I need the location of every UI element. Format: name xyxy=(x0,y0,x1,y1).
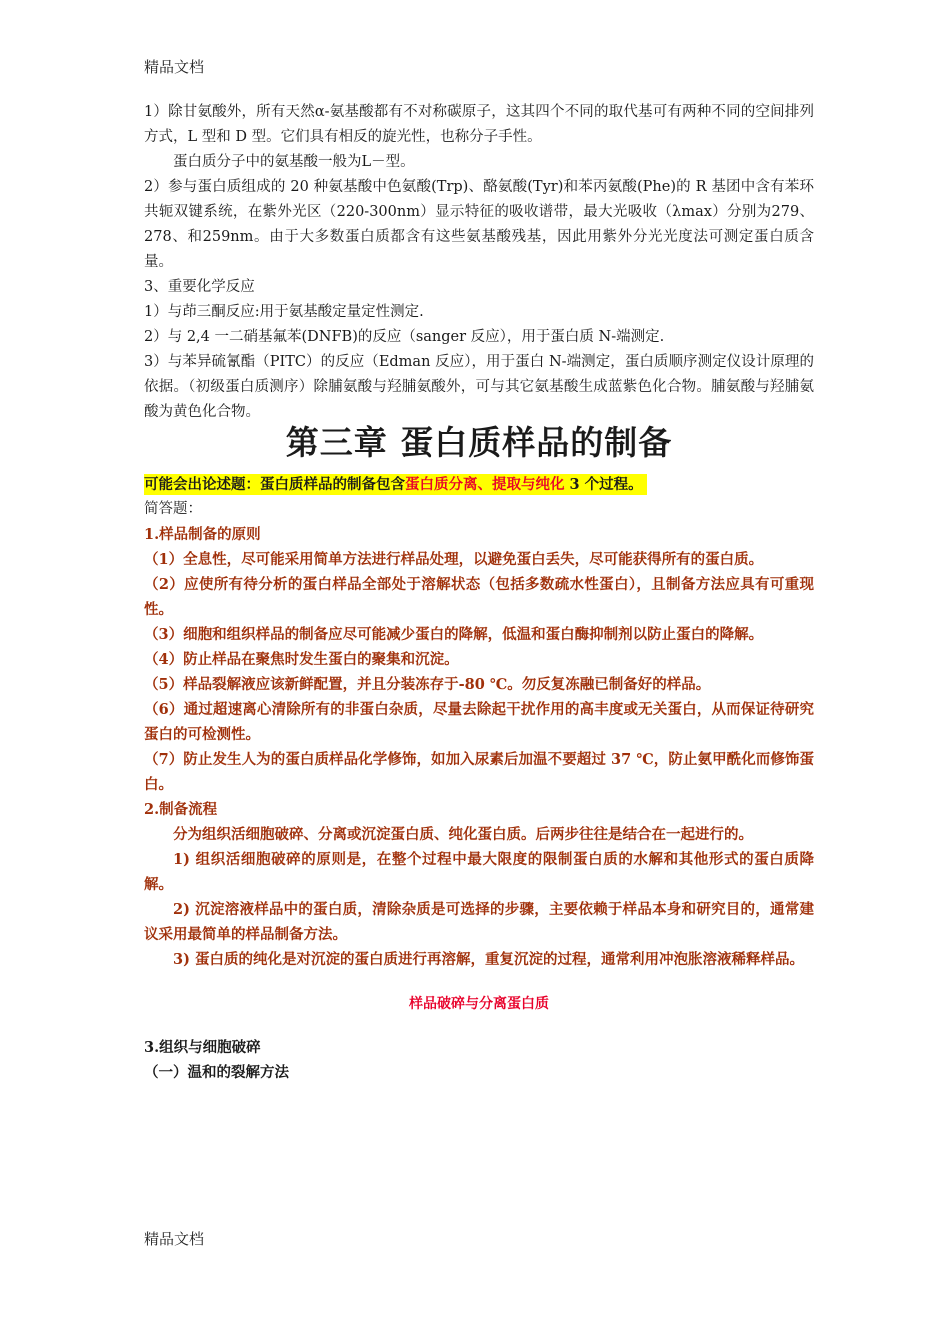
principle-item: （1）全息性，尽可能采用简单方法进行样品处理，以避免蛋白丢失，尽可能获得所有的蛋白质。 xyxy=(144,551,764,568)
page-footer: 精品文档 xyxy=(144,1230,205,1248)
spacer xyxy=(144,1017,814,1035)
page-header: 精品文档 xyxy=(144,58,205,76)
principle-item: （7）防止发生人为的蛋白质样品化学修饰，如加入尿素后加温不要超过 37 ℃，防止氨甲酰化而修饰蛋白。 xyxy=(144,751,814,793)
section3-subheading: （一）温和的裂解方法 xyxy=(144,1064,289,1081)
section3-heading: 3.组织与细胞破碎 xyxy=(144,1039,261,1056)
principle-item: （3）细胞和组织样品的制备应尽可能减少蛋白的降解，低温和蛋白酶抑制剂以防止蛋白的降解。 xyxy=(144,626,764,643)
center-heading: 样品破碎与分离蛋白质 xyxy=(409,996,549,1012)
paragraph-chem-reactions-heading: 3、重要化学反应 xyxy=(144,279,255,295)
process-item: 2) 沉淀溶液样品中的蛋白质，清除杂质是可选择的步骤，主要依赖于样品本身和研究目的，通常建议采用最简单的样品制备方法。 xyxy=(144,901,814,943)
document-body xyxy=(144,100,814,1085)
highlight-note xyxy=(144,471,814,497)
chapter-title: 第三章 蛋白质样品的制备 xyxy=(285,423,673,462)
paragraph-dnfb: 2）与 2,4 一二硝基氟苯(DNFB)的反应（sanger 反应），用于蛋白质 N-端测定. xyxy=(144,329,665,345)
process-item: 分为组织活细胞破碎、分离或沉淀蛋白质、纯化蛋白质。后两步往往是结合在一起进行的。 xyxy=(173,826,753,843)
process-item: 3) 蛋白质的纯化是对沉淀的蛋白质进行再溶解，重复沉淀的过程，通常利用冲泡胀溶液稀释样品。 xyxy=(173,951,804,968)
highlight-red-text: 蛋白质分离、提取与纯化 xyxy=(405,476,565,493)
paragraph-uv-absorption: 2）参与蛋白质组成的 20 种氨基酸中色氨酸(Trp)、酪氨酸(Tyr)和苯丙氨酸(Phe)的 R 基团中含有苯环共轭双键系统，在紫外光区（220-300nm）显示特征的吸收谱带，最大光吸收（λmax）分别为279、278、和259nm。由于大多数蛋白质都含有这些氨基酸残基，因此用紫外分光光度法可测定蛋白质含量。 xyxy=(144,179,814,270)
paragraph-l-type: 蛋白质分子中的氨基酸一般为L－型。 xyxy=(173,154,415,170)
principle-item: （2）应使所有待分析的蛋白样品全部处于溶解状态（包括多数疏水性蛋白），且制备方法应具有可重现性。 xyxy=(144,576,814,618)
paragraph-pitc: 3）与苯异硫氰酯（PITC）的反应（Edman 反应），用于蛋白 N-端测定，蛋白质顺序测定仪设计原理的依据。（初级蛋白质测序）除脯氨酸与羟脯氨酸外，可与其它氨基酸生成蓝紫色化合物。脯氨酸与羟脯氨酸为黄色化合物。 xyxy=(144,354,814,420)
paragraph-ninhydrin: 1）与茚三酮反应:用于氨基酸定量定性测定. xyxy=(144,304,424,320)
principle-item: （6）通过超速离心清除所有的非蛋白杂质，尽量去除起干扰作用的高丰度或无关蛋白，从而保证待研究蛋白的可检测性。 xyxy=(144,701,814,743)
highlight-box xyxy=(144,474,647,495)
principles-heading: 1.样品制备的原则 xyxy=(144,526,261,543)
highlight-prefix: 可能会出论述题：蛋白质样品的制备包含 xyxy=(144,476,405,493)
highlight-suffix: 3 个过程。 xyxy=(564,476,643,493)
process-item: 1) 组织活细胞破碎的原则是，在整个过程中最大限度的限制蛋白质的水解和其他形式的蛋白质降解。 xyxy=(144,851,814,893)
process-heading: 2.制备流程 xyxy=(144,801,218,818)
short-answer-label: 简答题： xyxy=(144,501,202,517)
principle-item: （4）防止样品在聚焦时发生蛋白的聚集和沉淀。 xyxy=(144,651,459,668)
principle-item: （5）样品裂解液应该新鲜配置，并且分装冻存于-80 ℃。勿反复冻融已制备好的样品。 xyxy=(144,676,711,693)
paragraph-chirality: 1）除甘氨酸外，所有天然α-氨基酸都有不对称碳原子，这其四个不同的取代基可有两种不同的空间排列方式，L 型和 D 型。它们具有相反的旋光性，也称分子手性。 xyxy=(144,104,814,145)
